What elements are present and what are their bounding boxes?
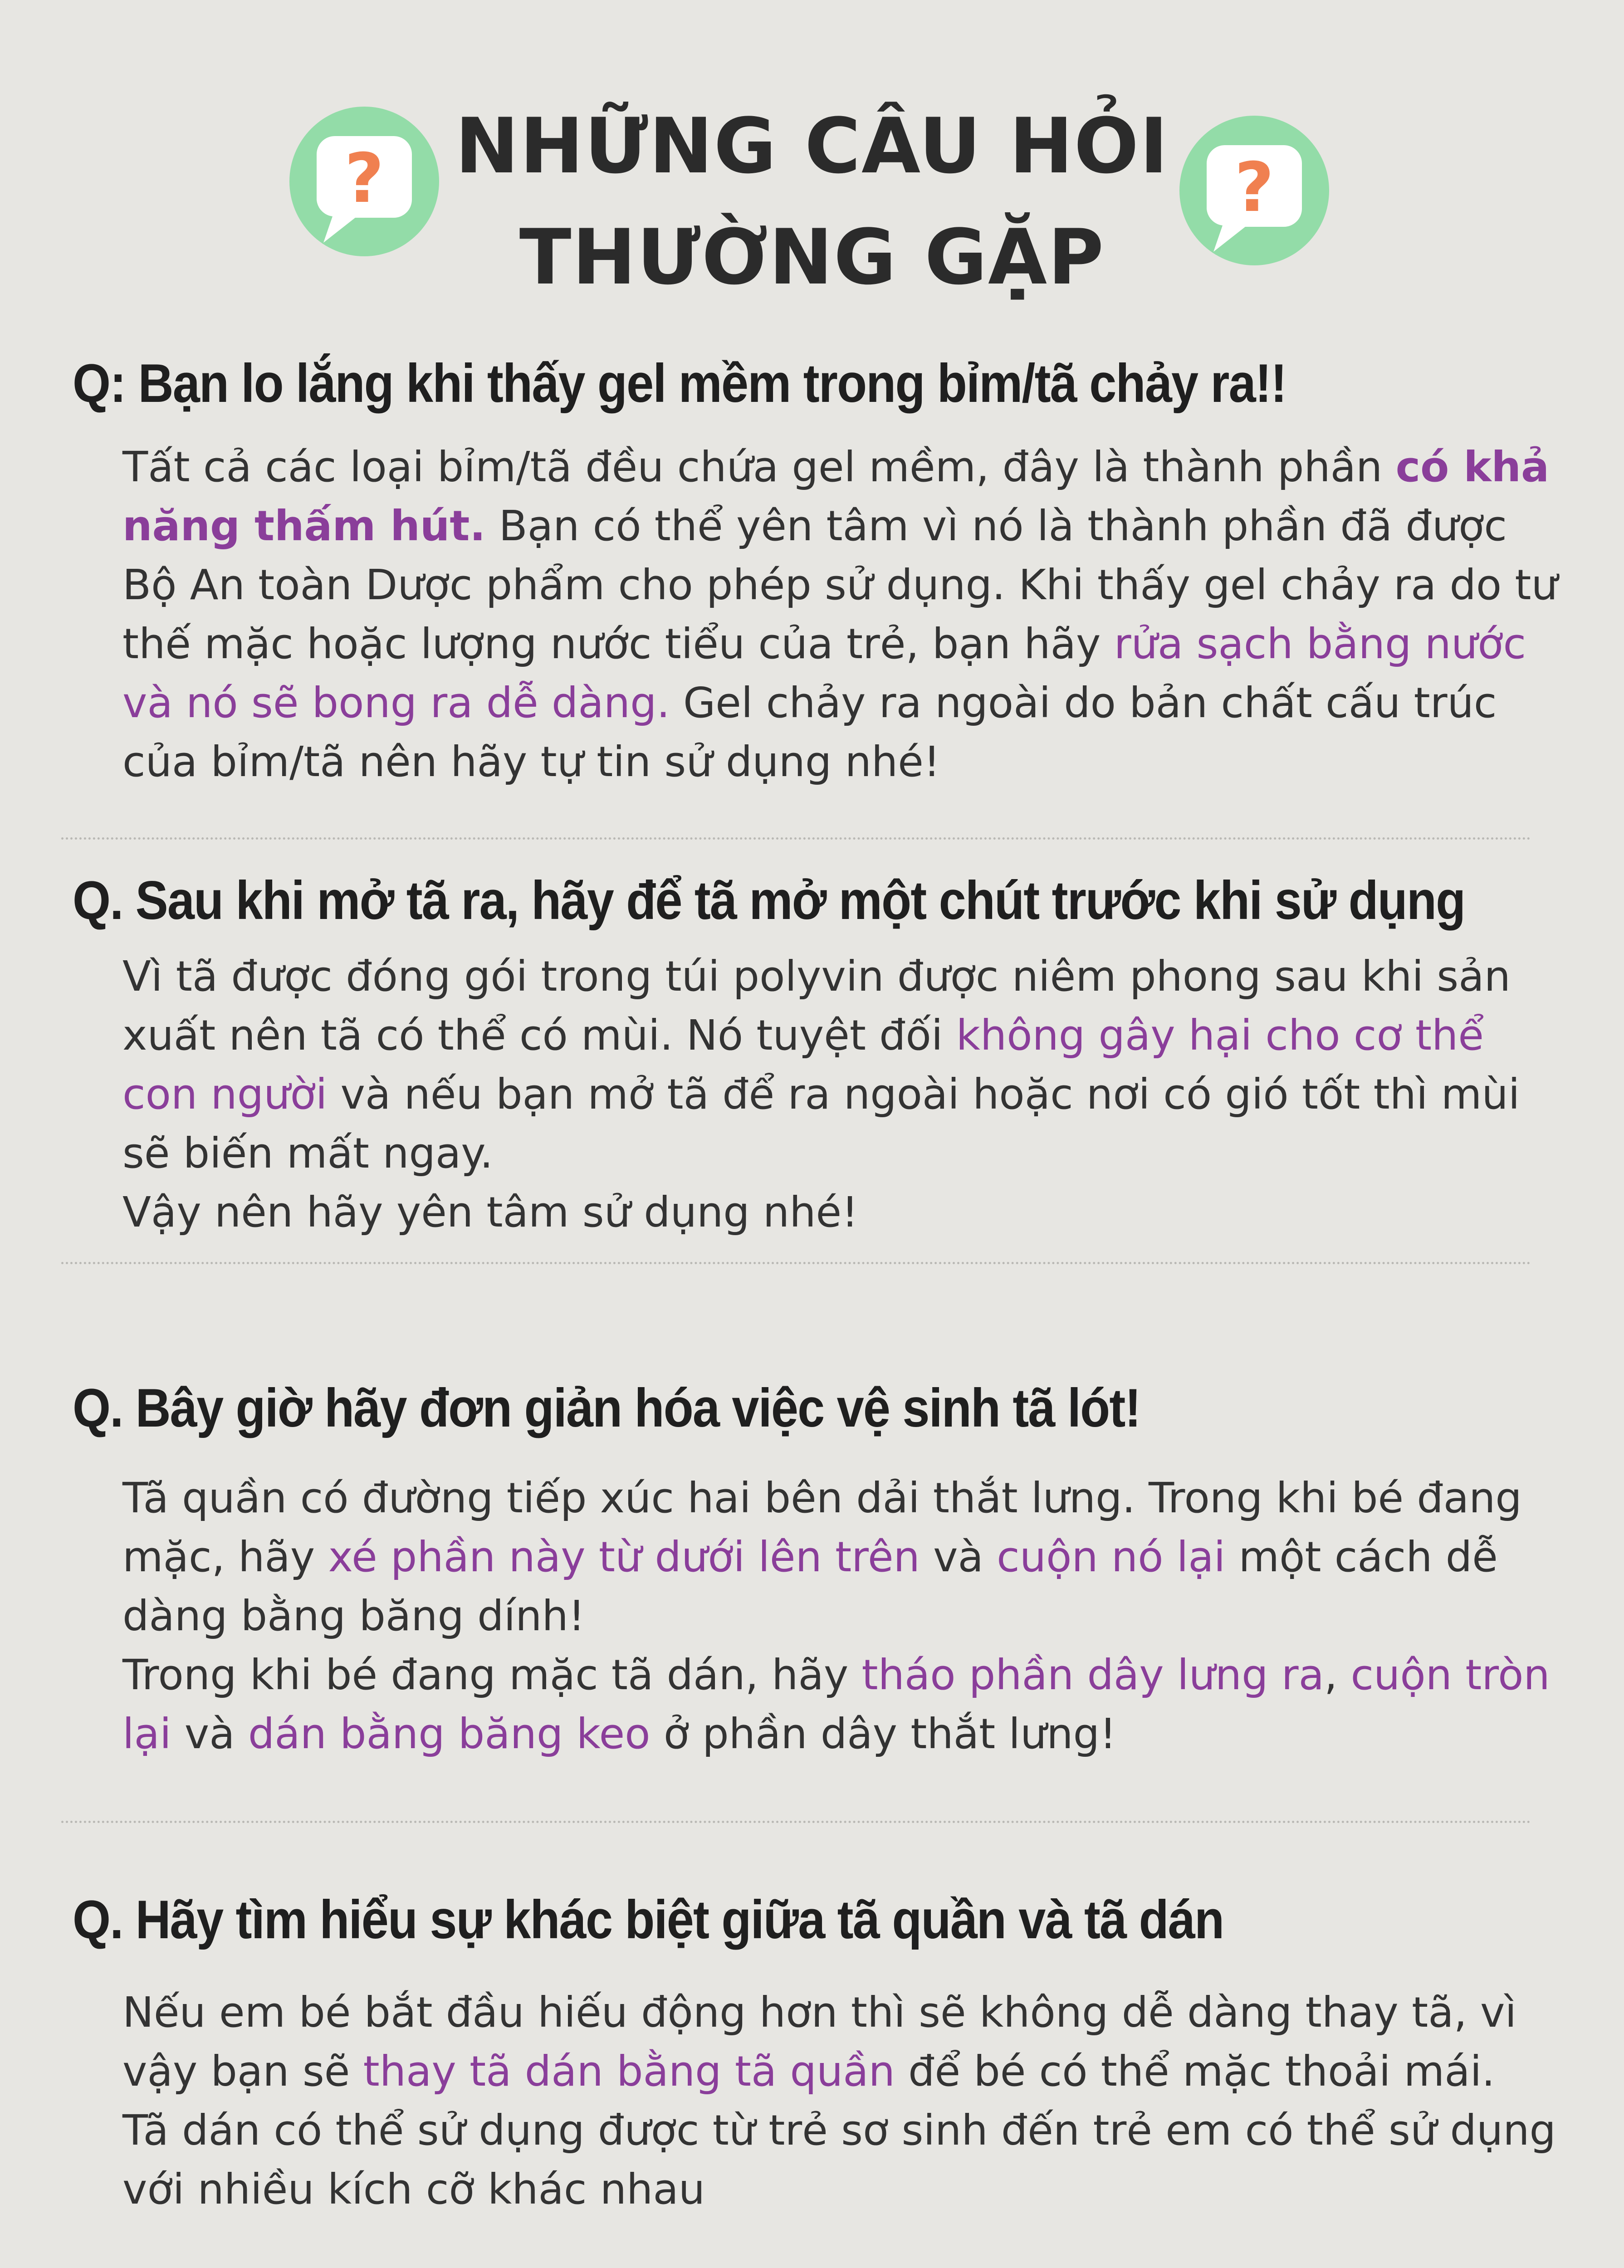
answer-highlight: cuộn tròn lại [122,1651,1550,1758]
answer-text: Tã dán có thể sử dụng được từ trẻ sơ sinh đến trẻ em có thể sử dụng với nhiều kích cỡ khác nhau [122,2106,1556,2214]
answer-text: Vì tã được đóng gói trong túi polyvin được niêm phong sau khi sản xuất nên tã có thể có mùi. Nó tuyệt đối [122,952,1511,1060]
answer-text: một cách dễ dàng bằng băng dính! [122,1533,1498,1640]
answer-highlight: rửa sạch bằng nước và nó sẽ bong ra dễ dàng. [122,620,1526,727]
answer-highlight: có khả năng thấm hút. [122,443,1550,550]
section-divider [61,1262,1531,1264]
question-bubble-icon [1175,113,1334,272]
answer-highlight: tháo phần dây lưng ra [861,1651,1324,1699]
page-title [0,91,1624,313]
faq-answer-1 [122,438,1560,792]
title-line-1: NHỮNG CÂU HỎI [455,102,1169,191]
faq-question-3: Q. Bây giờ hãy đơn giản hóa việc vệ sinh tã lót! [73,1378,1140,1438]
section-divider [61,1821,1531,1823]
faq-question-4: Q. Hãy tìm hiểu sự khác biệt giữa tã quần và tã dán [73,1889,1224,1950]
answer-highlight: xé phần này từ dưới lên trên [328,1533,920,1581]
faq-question-2: Q. Sau khi mở tã ra, hãy để tã mở một chút trước khi sử dụng [73,870,1465,931]
answer-highlight: cuộn nó lại [997,1533,1226,1581]
faq-answer-2 [122,947,1560,1242]
answer-text: Bạn có thể yên tâm vì nó là thành phần đã được Bộ An toàn Dược phẩm cho phép sử dụng. Khi thấy gel chảy ra do tư thế mặc hoặc lượng nước tiểu của trẻ, bạn hãy [122,502,1558,668]
answer-text: Vậy nên hãy yên tâm sử dụng nhé! [122,1188,858,1237]
answer-text: Nếu em bé bắt đầu hiếu động hơn thì sẽ không dễ dàng thay tã, vì vậy bạn sẽ [122,1988,1517,2096]
answer-text: và [171,1710,248,1758]
faq-answer-4 [122,1983,1560,2219]
svg-text:?: ? [1234,148,1274,227]
faq-header [0,0,1624,302]
answer-text: Tất cả các loại bỉm/tã đều chứa gel mềm, đây là thành phần [122,443,1396,491]
answer-text: và [920,1533,997,1581]
answer-highlight: dán bằng băng keo [248,1710,651,1758]
answer-text: Trong khi bé đang mặc tã dán, hãy [122,1651,862,1699]
answer-highlight: không gây hại cho cơ thể con người [122,1011,1484,1119]
faq-question-1: Q: Bạn lo lắng khi thấy gel mềm trong bỉm/tã chảy ra!! [73,353,1286,414]
answer-text: để bé có thể mặc thoải mái. [895,2047,1495,2096]
answer-text: ở phần dây thắt lưng! [650,1710,1116,1758]
answer-text: Tã quần có đường tiếp xúc hai bên dải thắt lưng. Trong khi bé đang mặc, hãy [122,1474,1522,1581]
answer-highlight: thay tã dán bằng tã quần [363,2047,895,2096]
answer-text: và nếu bạn mở tã để ra ngoài hoặc nơi có gió tốt thì mùi sẽ biến mất ngay. [122,1070,1520,1178]
answer-text: , [1324,1651,1351,1699]
svg-text:?: ? [344,139,384,218]
section-divider [61,837,1531,840]
answer-text: Gel chảy ra ngoài do bản chất cấu trúc của bỉm/tã nên hãy tự tin sử dụng nhé! [122,679,1497,786]
faq-answer-3 [122,1469,1560,1764]
title-line-2: THƯỜNG GẶP [519,213,1105,302]
